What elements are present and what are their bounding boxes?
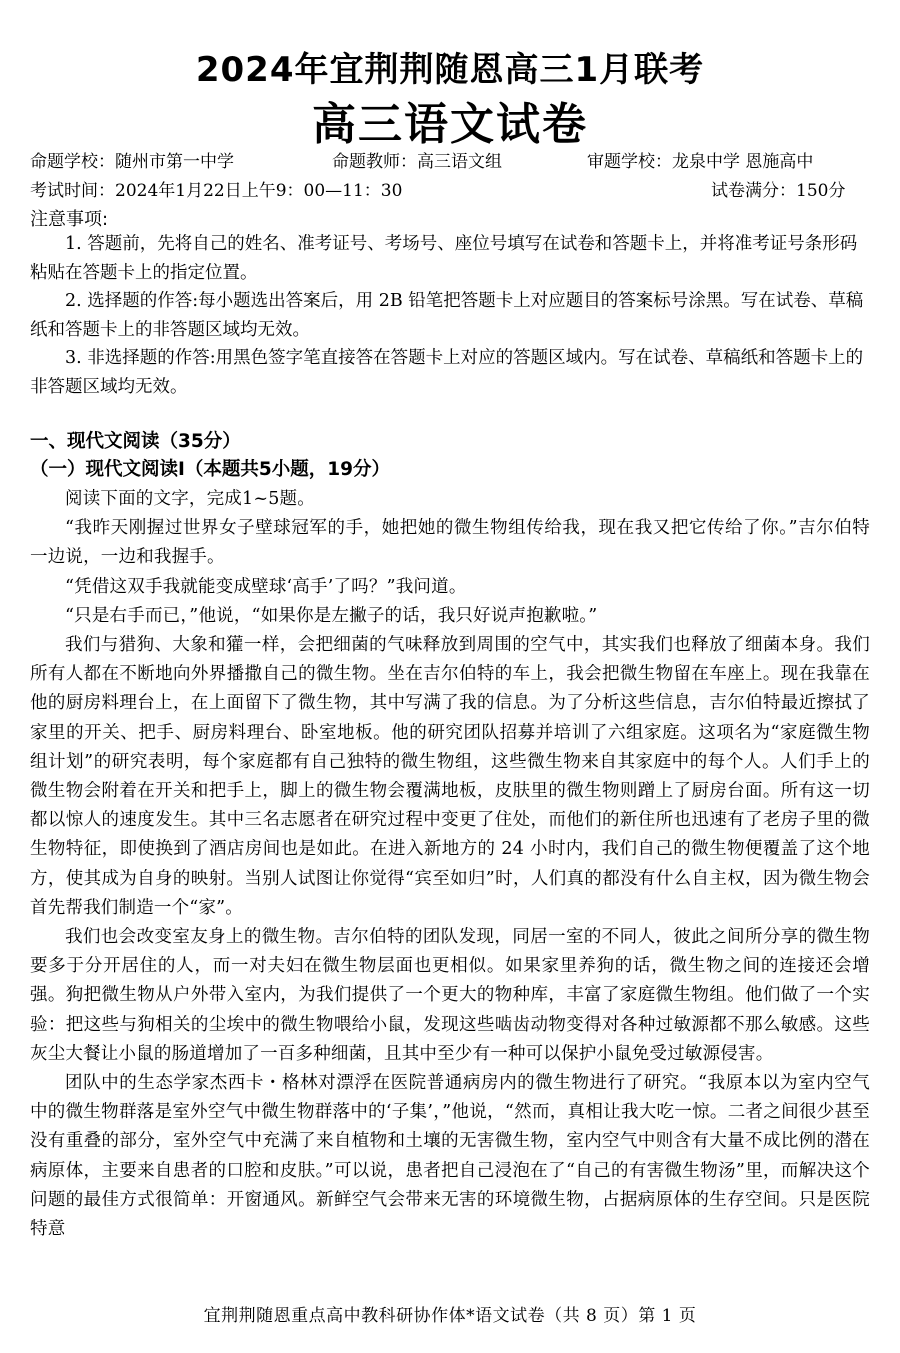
paragraph-4: 我们与猎狗、大象和獾一样，会把细菌的气味释放到周围的空气中，其实我们也释放了细菌本身。我们所有人都在不断地向外界播撒自己的微生物。坐在吉尔伯特的车上，我会把微生物留在车座上。现在我靠在他的厨房料理台上，在上面留下了微生物，其中写满了我的信息。为了分析这些信息，吉尔伯特最近擦拭了家里的开关、把手、厨房料理台、卧室地板。他的研究团队招募并培训了六组家庭。这项名为“家庭微生物组计划”的研究表明，每个家庭都有自己独特的微生物组，这些微生物来自其家庭中的每个人。人们手上的微生物会附着在开关和把手上，脚上的微生物会覆满地板，皮肤里的微生物则蹭上了厨房台面。所有这一切都以惊人的速度发生。其中三名志愿者在研究过程中变更了住处，而他们的新住所也迅速有了老房子里的微生物特征，即使换到了酒店房间也是如此。在进入新地方的 24 小时内，我们自己的微生物便覆盖了这个地方，使其成为自身的映射。当别人试图让你觉得“宾至如归”时，人们真的都没有什么自主权，因为微生物会首先帮我们制造一个“家”。 <box>30 635 870 918</box>
paragraph-1: “我昨天刚握过世界女子壁球冠军的手，她把她的微生物组传给我，现在我又把它传给了你。”吉尔伯特一边说，一边和我握手。 <box>30 518 870 568</box>
subsection-heading: （一）现代文阅读Ⅰ（本题共5小题，19分） <box>30 459 391 480</box>
exam-time: 考试时间：2024年1月22日上午9：00—11：30 <box>30 181 403 201</box>
instruction: 阅读下面的文字，完成1~5题。 <box>65 489 315 509</box>
notice-item-2: 2. 选择题的作答:每小题选出答案后，用 2B 铅笔把答题卡上对应题目的答案标号涂黑。写在试卷、草稿纸和答题卡上的非答题区域均无效。 <box>30 291 864 340</box>
notice-item-3: 3. 非选择题的作答:用黑色签字笔直接答在答题卡上对应的答题区域内。写在试卷、草稿纸和答题卡上的非答题区域均无效。 <box>30 348 864 397</box>
teacher-info: 命题教师：高三语文组 <box>332 152 502 172</box>
notice-heading: 注意事项: <box>30 209 109 230</box>
notice-item-1: 1. 答题前，先将自己的姓名、准考证号、考场号、座位号填写在试卷和答题卡上，并将准考证号条形码粘贴在答题卡上的指定位置。 <box>30 234 858 283</box>
exam-title: 2024年宜荆荆随恩高三1月联考 <box>195 50 705 90</box>
full-score: 试卷满分：150分 <box>711 181 846 201</box>
page-footer: 宜荆荆随恩重点高中教科研协作体*语文试卷（共 8 页）第 1 页 <box>203 1306 697 1326</box>
paragraph-6: 团队中的生态学家杰西卡・格林对漂浮在医院普通病房内的微生物进行了研究。“我原本以为室内空气中的微生物群落是室外空气中微生物群落中的‘子集’，”他说，“然而，真相让我大吃一惊。二者之间很少甚至没有重叠的部分，室外空气中充满了来自植物和土壤的无害微生物，室内空气中则含有大量不成比例的潜在病原体，主要来自患者的口腔和皮肤。”可以说，患者把自己浸泡在了“自己的有害微生物汤”里，而解决这个问题的最佳方式很简单：开窗通风。新鲜空气会带来无害的环境微生物，占据病原体的生存空间。只是医院特意 <box>30 1073 870 1240</box>
paragraph-5: 我们也会改变室友身上的微生物。吉尔伯特的团队发现，同居一室的不同人，彼此之间所分享的微生物要多于分开居住的人，而一对夫妇在微生物层面也更相似。如果家里养狗的话，微生物之间的连接还会增强。狗把微生物从户外带入室内，为我们提供了一个更大的物种库，丰富了家庭微生物组。他们做了一个实验：把这些与狗相关的尘埃中的微生物喂给小鼠，发现这些啮齿动物变得对各种过敏源都不那么敏感。这些灰尘大餐让小鼠的肠道增加了一百多种细菌，且其中至少有一种可以保护小鼠免受过敏源侵害。 <box>30 927 870 1064</box>
paper-title: 高三语文试卷 <box>312 99 588 150</box>
reviewer-info: 审题学校：龙泉中学 恩施高中 <box>587 152 814 172</box>
school-info: 命题学校：随州市第一中学 <box>30 152 234 172</box>
paragraph-2: “凭借这双手我就能变成壁球‘高手’了吗？”我问道。 <box>65 576 467 597</box>
reading-passage <box>30 485 870 1244</box>
section-heading: 一、现代文阅读（35分） <box>30 431 241 452</box>
paragraph-3: “只是右手而已，”他说，“如果你是左撇子的话，我只好说声抱歉啦。” <box>65 605 598 626</box>
